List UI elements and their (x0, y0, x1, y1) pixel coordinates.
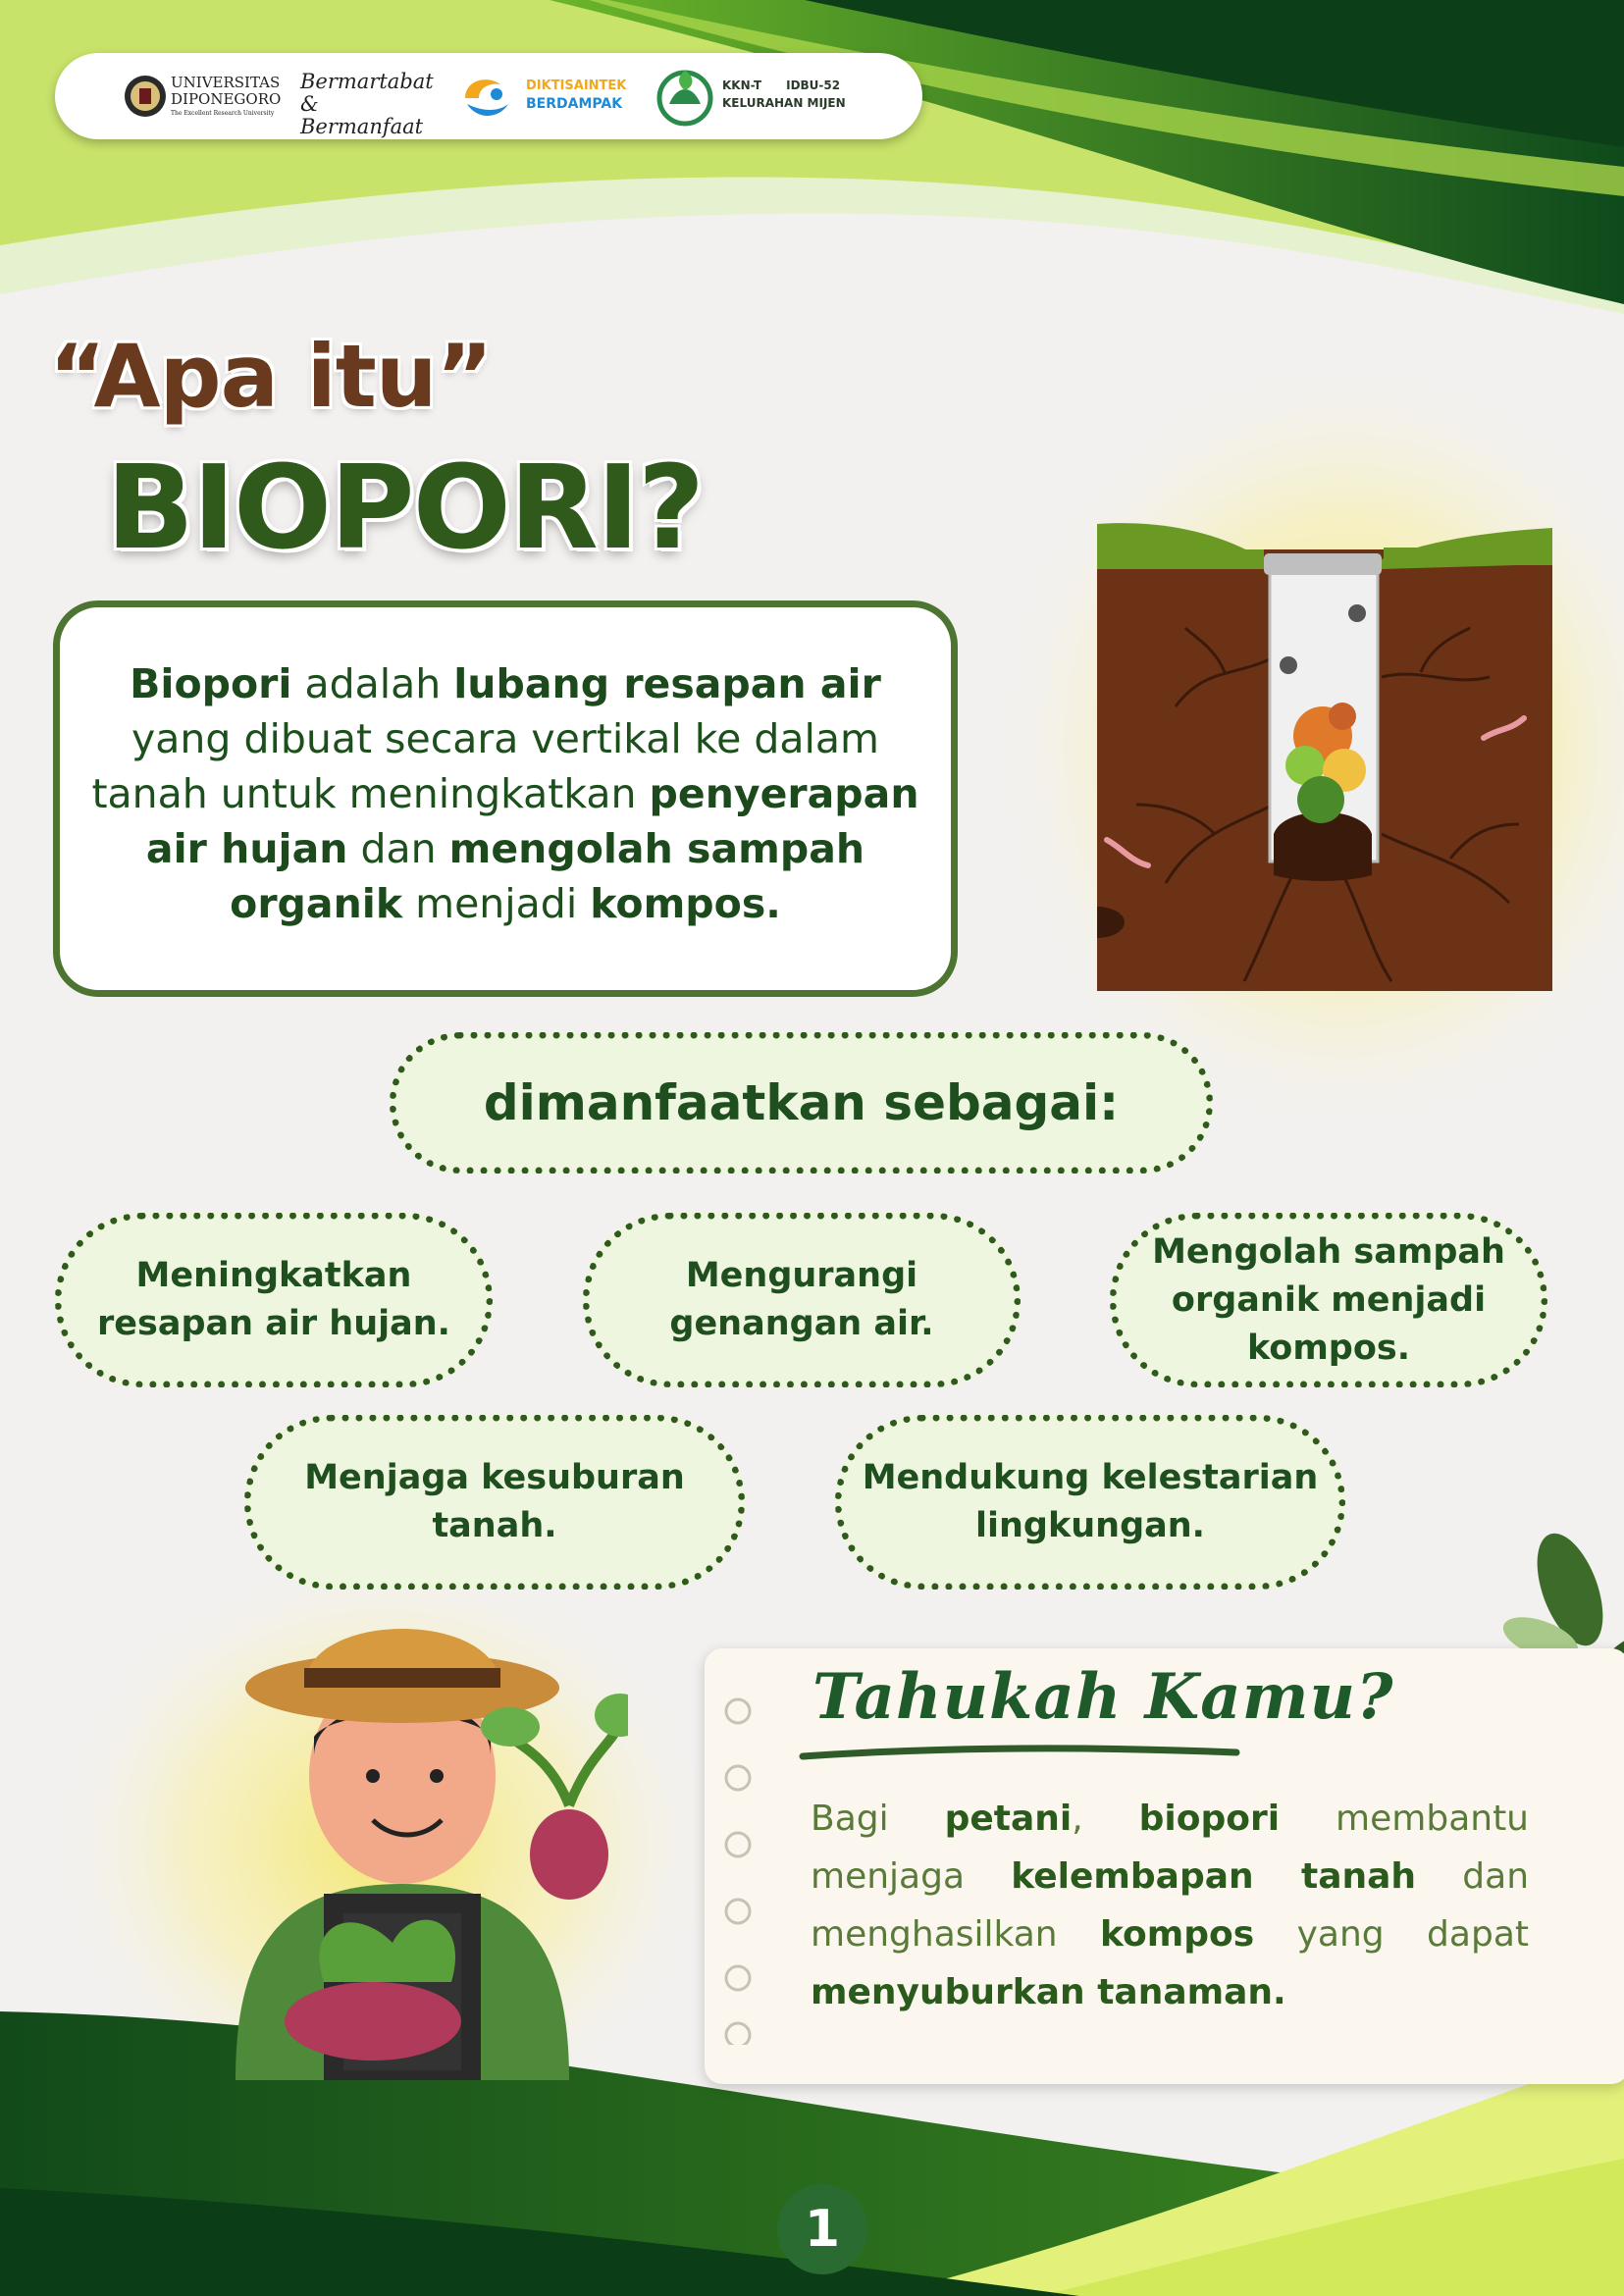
definition-text: Biopori adalah lubang resapan air yang dibuat secara vertikal ke dalam tanah untuk meningkatkan penyerapan air hujan dan mengolah sampah organik menjadi kompos. (91, 660, 919, 927)
note-title: Tahukah Kamu? (812, 1660, 1394, 1734)
undip-seal-icon (124, 67, 167, 126)
dikti-line1: DIKTISAINTEK (526, 78, 627, 93)
beet-icon (530, 1809, 608, 1900)
dikti-logo-icon (457, 69, 516, 124)
benefits-heading: dimanfaatkan sebagai: (390, 1032, 1213, 1174)
notebook-rings (718, 1692, 758, 2045)
benefit-item: Mendukung kelestarian lingkungan. (835, 1415, 1345, 1590)
undip-tagline: The Excellent Research University (171, 110, 275, 117)
benefit-item: Mengolah sampah organik menjadi kompos. (1110, 1213, 1547, 1387)
dikti-line2: BERDAMPAK (526, 96, 623, 112)
note-body: Bagi petani, biopori membantu menjaga kelembapan tanah dan menghasilkan kompos yang dapat menyuburkan tanaman. (811, 1799, 1530, 2012)
benefit-item: Menjaga kesuburan tanah. (244, 1415, 745, 1590)
benefit-item: Meningkatkan resapan air hujan. (55, 1213, 493, 1387)
kkn-line1: KKN-T IDBU-52 (722, 78, 841, 92)
undip-name: UNIVERSITAS DIPONEGORO (171, 74, 282, 108)
title-subheading: “Apa itu” (49, 326, 493, 427)
page-title: BIOPORI? (106, 440, 704, 575)
farmer-illustration (196, 1590, 628, 2080)
motto-text: Bermartabat & Bermanfaat (300, 70, 434, 138)
definition-box (53, 600, 958, 997)
title-underline (799, 1743, 1240, 1766)
benefit-item: Mengurangi genangan air. (583, 1213, 1021, 1387)
biopori-hole-illustration (1097, 510, 1552, 991)
logo-bar (55, 53, 922, 139)
page-number: 1 (777, 2184, 867, 2274)
kkn-line2: KELURAHAN MIJEN (722, 96, 846, 110)
kkn-logo-icon (655, 65, 714, 128)
